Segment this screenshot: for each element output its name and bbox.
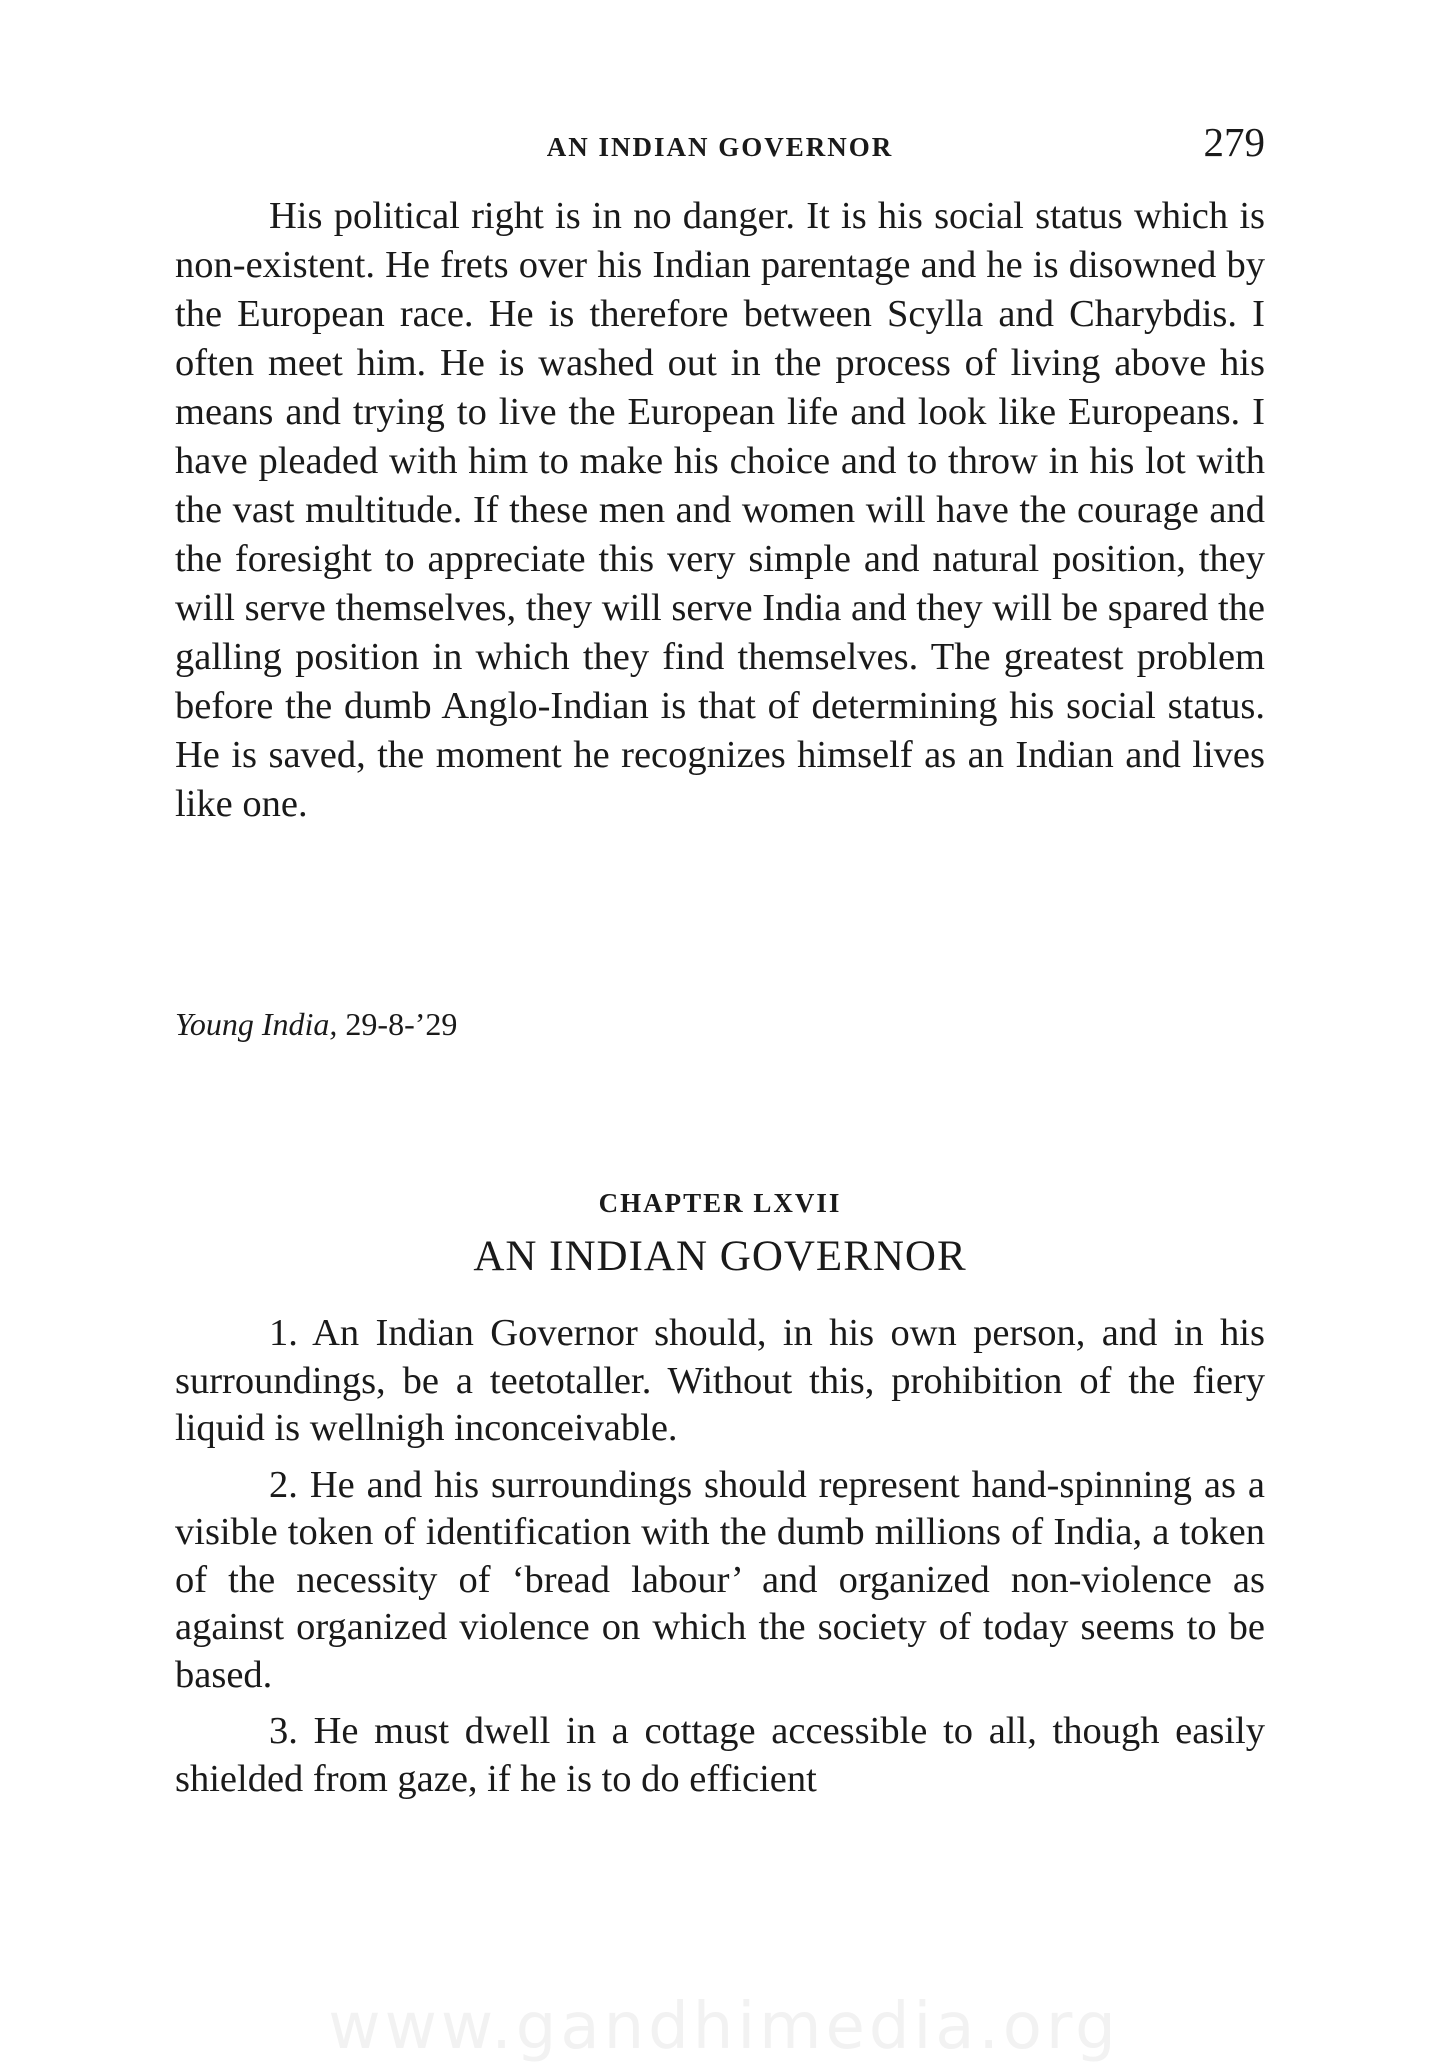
source-citation xyxy=(175,1004,457,1044)
page-number: 279 xyxy=(1203,119,1265,165)
continued-paragraph: His political right is in no danger. It is his social status which is non-existent. He frets over his Indian parentage and he is disowned by the European race. He is therefore between Scylla and Charybdis. I often meet him. He is washed out in the process of living above his means and trying to live the European life and look like Europeans. I have pleaded with him to make his choice and to throw in his lot with the vast multitude. If these men and women will have the courage and the foresight to appreciate this very simple and natural position, they will serve themselves, they will serve India and they will be spared the galling position in which they find themselves. The greatest problem before the dumb Anglo-Indian is that of determining his social status. He is saved, the moment he recognizes himself as an Indian and lives like one. xyxy=(175,195,1265,825)
chapter-body xyxy=(175,1310,1265,1812)
numbered-paragraph-1: 1. An Indian Governor should, in his own person, and in his surroundings, be a teetotaller. Without this, prohibition of the fiery liquid is wellnigh inconceivable. xyxy=(175,1312,1265,1449)
running-head xyxy=(175,118,1265,168)
numbered-paragraph-3: 3. He must dwell in a cottage accessible to all, though easily shielded from gaze, if he is to do efficient xyxy=(175,1710,1265,1800)
source-date: 29-8-’29 xyxy=(345,1006,458,1042)
watermark: www.gandhimedia.org xyxy=(328,1990,1120,2064)
continued-paragraph-block xyxy=(175,192,1265,829)
chapter-title: AN INDIAN GOVERNOR xyxy=(473,1233,967,1280)
numbered-paragraph-2: 2. He and his surroundings should represent hand-spinning as a visible token of identification with the dumb millions of India, a token of the necessity of ‘bread labour’ and organized non-violence as against organized violence on which the society of today seems to be based. xyxy=(175,1463,1265,1696)
running-title: AN INDIAN GOVERNOR xyxy=(546,132,894,162)
chapter-label: CHAPTER LXVII xyxy=(598,1188,842,1218)
source-publication: Young India, xyxy=(175,1006,338,1042)
